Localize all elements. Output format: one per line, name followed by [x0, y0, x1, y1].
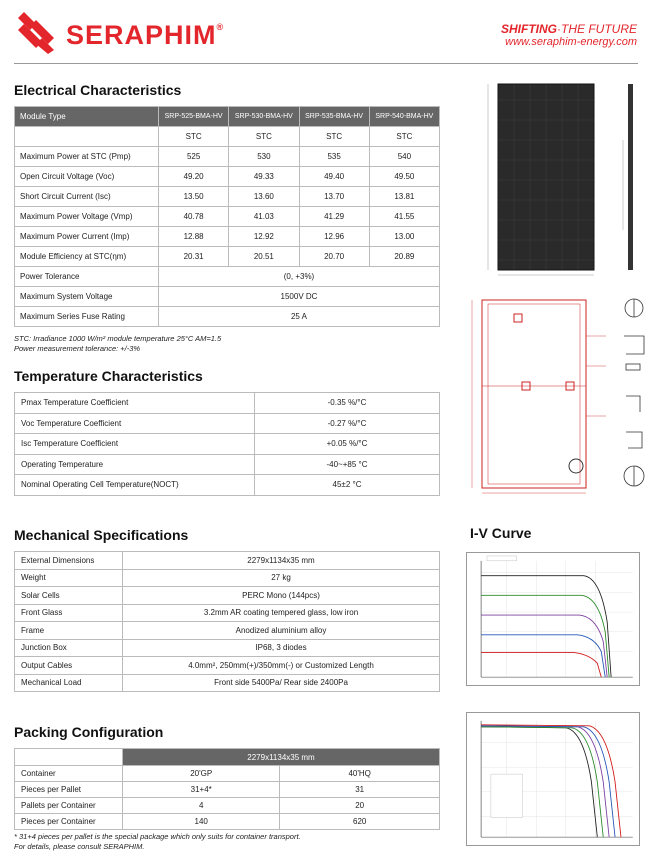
table-cell: Anodized aluminium alloy: [123, 622, 440, 640]
table-row: [15, 639, 440, 657]
table-cell: 40'HQ: [280, 766, 440, 782]
row-label: Container: [15, 766, 123, 782]
row-label: Pieces per Pallet: [15, 782, 123, 798]
row-label: Pieces per Container: [15, 814, 123, 830]
table-row: [15, 657, 440, 675]
table-cell: PERC Mono (144pcs): [123, 587, 440, 605]
condition-cell: STC: [299, 127, 369, 147]
model-header: SRP-540-BMA-HV: [369, 107, 439, 127]
row-label: Maximum Power at STC (Pmp): [15, 147, 159, 167]
model-header: SRP-530-BMA-HV: [229, 107, 299, 127]
table-cell: 13.50: [159, 187, 229, 207]
table-cell: 31: [280, 782, 440, 798]
row-label: External Dimensions: [15, 552, 123, 570]
table-cell: -0.27 %/°C: [255, 413, 440, 434]
table-row: [15, 207, 440, 227]
table-row: [15, 454, 440, 475]
row-label: Output Cables: [15, 657, 123, 675]
table-cell: [15, 127, 159, 147]
table-cell: 25 A: [159, 307, 440, 327]
table-row: [15, 814, 440, 830]
table-cell: 20.89: [369, 247, 439, 267]
table-cell: 140: [123, 814, 280, 830]
table-cell: 12.96: [299, 227, 369, 247]
table-cell: (0, +3%): [159, 267, 440, 287]
table-cell: 20.70: [299, 247, 369, 267]
table-row: [15, 247, 440, 267]
header-divider: [14, 63, 638, 64]
table-row: [15, 622, 440, 640]
row-label: Operating Temperature: [15, 454, 255, 475]
table-cell: 20'GP: [123, 766, 280, 782]
table-row: [15, 307, 440, 327]
module-front-drawing: [478, 80, 658, 280]
table-cell: 13.70: [299, 187, 369, 207]
row-label: Pallets per Container: [15, 798, 123, 814]
table-header-module-type: Module Type: [15, 107, 159, 127]
model-header: SRP-525-BMA-HV: [159, 107, 229, 127]
row-label: Nominal Operating Cell Temperature(NOCT): [15, 475, 255, 496]
condition-cell: STC: [229, 127, 299, 147]
table-cell: 3.2mm AR coating tempered glass, low iron: [123, 604, 440, 622]
table-row: [15, 604, 440, 622]
row-label: Module Efficiency at STC(ηm): [15, 247, 159, 267]
row-label: Maximum System Voltage: [15, 287, 159, 307]
table-cell: 2279x1134x35 mm: [123, 552, 440, 570]
table-row: [15, 434, 440, 455]
row-label: Weight: [15, 569, 123, 587]
row-label: Short Circuit Current (Isc): [15, 187, 159, 207]
row-label: Mechanical Load: [15, 674, 123, 692]
table-row: [15, 766, 440, 782]
table-row: [15, 227, 440, 247]
table-row: [15, 167, 440, 187]
row-label: Front Glass: [15, 604, 123, 622]
table-cell: 1500V DC: [159, 287, 440, 307]
table-row: [15, 413, 440, 434]
table-cell: 530: [229, 147, 299, 167]
packing-table: [14, 748, 440, 830]
table-cell: 49.50: [369, 167, 439, 187]
table-row: [15, 587, 440, 605]
table-cell: 620: [280, 814, 440, 830]
iv-curve-temperature-chart: [466, 712, 640, 846]
table-cell: 49.40: [299, 167, 369, 187]
row-label: Maximum Power Voltage (Vmp): [15, 207, 159, 227]
mechanical-table: [14, 551, 440, 692]
electrical-title: Electrical Characteristics: [14, 82, 182, 98]
row-label: Maximum Series Fuse Rating: [15, 307, 159, 327]
row-label: Open Circuit Voltage (Voc): [15, 167, 159, 187]
table-cell: 20.31: [159, 247, 229, 267]
table-cell: 27 kg: [123, 569, 440, 587]
stc-note: STC: Irradiance 1000 W/m² module temperature 25°C AM=1.5 Power measurement tolerance: +/-3%: [14, 334, 222, 353]
row-label: Solar Cells: [15, 587, 123, 605]
table-cell: -0.35 %/°C: [255, 393, 440, 414]
table-row: [15, 187, 440, 207]
table-row: [15, 674, 440, 692]
condition-cell: STC: [369, 127, 439, 147]
row-label: Pmax Temperature Coefficient: [15, 393, 255, 414]
table-cell: 4: [123, 798, 280, 814]
table-row: [15, 569, 440, 587]
table-cell: 20: [280, 798, 440, 814]
table-cell: 41.03: [229, 207, 299, 227]
table-cell: 49.33: [229, 167, 299, 187]
table-cell: 41.29: [299, 207, 369, 227]
electrical-table: [14, 106, 440, 327]
table-cell: 540: [369, 147, 439, 167]
table-cell: 20.51: [229, 247, 299, 267]
table-cell: -40~+85 °C: [255, 454, 440, 475]
seraphim-logo-icon: [14, 10, 58, 54]
table-cell: 31+4*: [123, 782, 280, 798]
table-cell: 45±2 °C: [255, 475, 440, 496]
table-cell: 40.78: [159, 207, 229, 227]
website-link[interactable]: www.seraphim-energy.com: [505, 36, 637, 48]
table-cell: 12.92: [229, 227, 299, 247]
table-cell: Front side 5400Pa/ Rear side 2400Pa: [123, 674, 440, 692]
module-back-drawing: [466, 296, 646, 496]
mechanical-title: Mechanical Specifications: [14, 527, 189, 543]
table-row: [15, 475, 440, 496]
table-row: [15, 287, 440, 307]
table-cell: IP68, 3 diodes: [123, 639, 440, 657]
row-label: Power Tolerance: [15, 267, 159, 287]
packing-note: * 31+4 pieces per pallet is the special package which only suits for container transport. For details, please consult SERAPHIM.: [14, 832, 301, 851]
table-cell: 535: [299, 147, 369, 167]
row-label: Junction Box: [15, 639, 123, 657]
packing-title: Packing Configuration: [14, 724, 164, 740]
iv-curve-irradiance-chart: [466, 552, 640, 686]
table-row: [15, 798, 440, 814]
table-cell: 13.81: [369, 187, 439, 207]
tagline: SHIFTING·THE FUTURE: [501, 22, 637, 36]
table-row: [15, 782, 440, 798]
row-label: Voc Temperature Coefficient: [15, 413, 255, 434]
temperature-title: Temperature Characteristics: [14, 368, 203, 384]
table-row: [15, 393, 440, 414]
table-row: [15, 267, 440, 287]
row-label: Maximum Power Current (Imp): [15, 227, 159, 247]
condition-cell: STC: [159, 127, 229, 147]
table-row: [15, 127, 440, 147]
brand-name: SERAPHIM®: [66, 20, 225, 50]
iv-curve-title: I-V Curve: [470, 525, 532, 541]
table-row: [15, 552, 440, 570]
row-label: Frame: [15, 622, 123, 640]
table-cell: 13.60: [229, 187, 299, 207]
table-cell: 49.20: [159, 167, 229, 187]
row-label: Isc Temperature Coefficient: [15, 434, 255, 455]
packing-dimensions-header: 2279x1134x35 mm: [123, 749, 440, 766]
model-header: SRP-535-BMA-HV: [299, 107, 369, 127]
table-cell: +0.05 %/°C: [255, 434, 440, 455]
table-cell: 13.00: [369, 227, 439, 247]
temperature-table: [14, 392, 440, 496]
table-cell: 4.0mm², 250mm(+)/350mm(-) or Customized Length: [123, 657, 440, 675]
table-cell: 12.88: [159, 227, 229, 247]
table-cell: 525: [159, 147, 229, 167]
table-row: [15, 147, 440, 167]
table-cell: 41.55: [369, 207, 439, 227]
